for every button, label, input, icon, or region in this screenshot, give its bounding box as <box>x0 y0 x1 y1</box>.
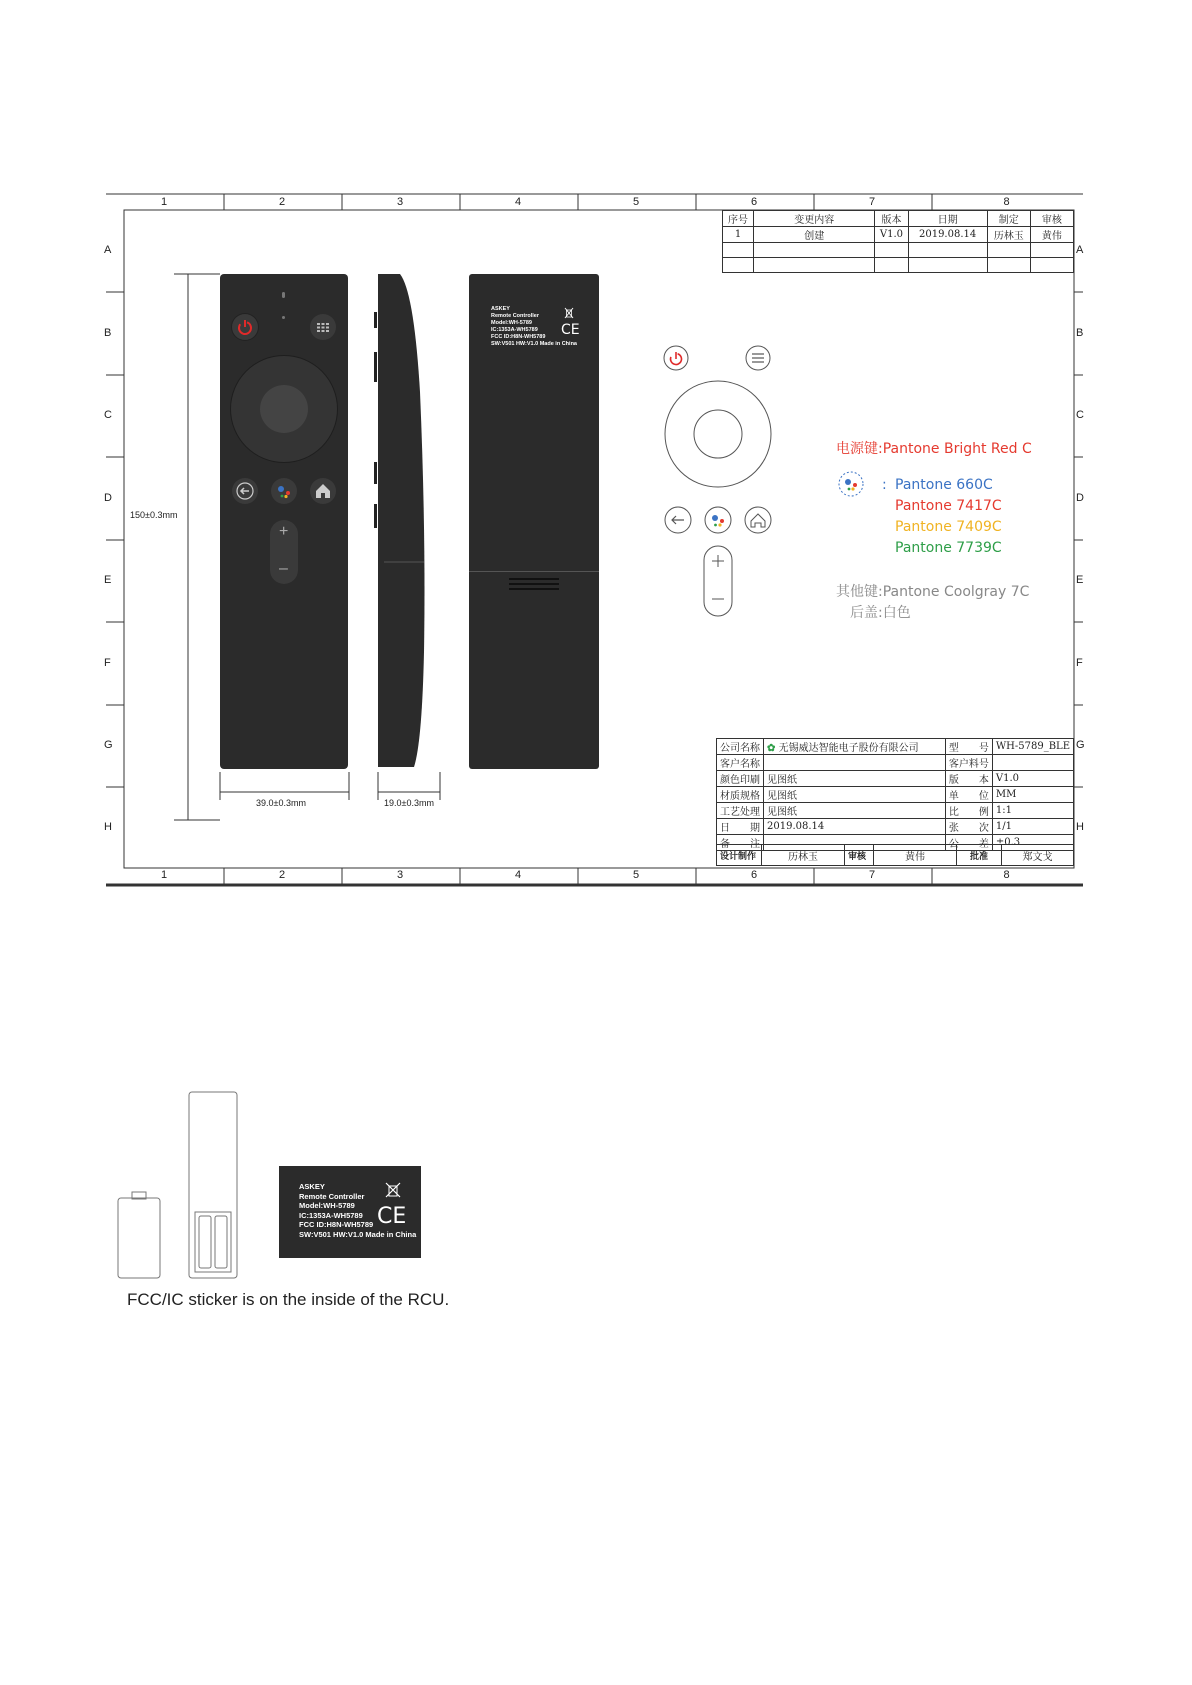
revision-table <box>722 210 1074 273</box>
fcc-ic-sticker <box>279 1166 421 1258</box>
sticker-text: ASKEY Remote Controller Model:WH-5789 IC:1353A-WH5789 FCC ID:H8N-WH5789 SW:V501 HW:V1.0 Made in China <box>299 1182 417 1239</box>
col-label-top: 1 <box>161 196 168 208</box>
row-label-right: H <box>1076 820 1084 833</box>
row-label-left: C <box>104 409 112 421</box>
col-label-bottom: 8 <box>1003 869 1010 881</box>
col-label-bottom: 6 <box>751 869 758 881</box>
material-label: 材质规格 <box>717 787 764 803</box>
back-sticker-text: ASKEY Remote Controller Model:WH-5789 IC:1353A-WH5789 FCC ID:H8N-WH5789 SW:V501 HW:V1.0 Made in China <box>491 306 577 347</box>
sheet-value: 1/1 <box>992 819 1073 835</box>
design-value: 历林玉 <box>762 845 845 866</box>
approve-label: 批准 <box>957 845 1002 866</box>
col-label-top: 8 <box>1003 196 1010 208</box>
row-label-left: G <box>104 739 113 751</box>
rev-cell-date: 2019.08.14 <box>908 227 987 243</box>
rev-header-maker: 制定 <box>987 211 1030 227</box>
color-print-value: 见图纸 <box>764 771 946 787</box>
row-label-left: A <box>104 244 112 256</box>
row-label-right: F <box>1076 656 1083 669</box>
thickness-dimension-label: 19.0±0.3mm <box>384 798 434 808</box>
power-icon <box>669 352 683 366</box>
customer-label: 客户名称 <box>717 755 764 771</box>
assistant-color-0: Pantone 660C <box>895 477 993 493</box>
volume-down-icon: – <box>279 560 288 577</box>
review-label: 审核 <box>845 845 874 866</box>
rev-header-no: 序号 <box>723 211 754 227</box>
assistant-color-3: Pantone 7739C <box>895 540 1002 556</box>
assistant-color-2: Pantone 7409C <box>895 519 1002 535</box>
model-value: WH-5789_BLE <box>992 739 1073 755</box>
design-label: 设计制作 <box>717 845 762 866</box>
rev-header-date: 日期 <box>908 211 987 227</box>
button-layout-lineart <box>646 342 796 622</box>
height-dimension-label: 150±0.3mm <box>130 510 178 520</box>
row-label-right: A <box>1076 244 1084 256</box>
menu-icon <box>752 354 764 362</box>
row-label-right: E <box>1076 574 1084 586</box>
assistant-color-1: Pantone 7417C <box>895 498 1002 514</box>
signoff-row <box>716 844 1074 866</box>
version-value: V1.0 <box>992 771 1073 787</box>
sheet-label: 张 次 <box>945 819 992 835</box>
col-label-top: 2 <box>279 196 286 208</box>
row-label-left: H <box>104 820 112 833</box>
google-assistant-icon <box>712 515 724 527</box>
ce-mark: CE <box>561 322 580 338</box>
home-button <box>310 478 336 504</box>
home-icon <box>310 478 336 504</box>
row-label-left: E <box>104 574 112 586</box>
apps-button <box>310 314 336 340</box>
col-label-bottom: 4 <box>515 869 522 881</box>
col-label-top: 6 <box>751 196 758 208</box>
home-icon <box>751 514 765 527</box>
assistant-sep: : <box>882 477 887 493</box>
note-label: 备 注 <box>717 835 764 851</box>
rev-cell-reviewer: 黄伟 <box>1030 227 1073 243</box>
ce-mark: CE <box>377 1204 407 1229</box>
col-label-bottom: 1 <box>161 869 168 881</box>
col-label-top: 4 <box>515 196 522 208</box>
scale-value: 1:1 <box>992 803 1073 819</box>
remote-side-view <box>374 272 444 772</box>
width-dimension-label: 39.0±0.3mm <box>256 798 306 808</box>
col-label-bottom: 3 <box>397 869 404 881</box>
rev-header-version: 版本 <box>875 211 908 227</box>
indicator-light <box>282 316 285 319</box>
company-value: ✿ 无锡威达智能电子股份有限公司 <box>764 739 946 755</box>
remote-back-view <box>469 274 599 769</box>
version-label: 版 本 <box>945 771 992 787</box>
material-value: 见图纸 <box>764 787 946 803</box>
process-label: 工艺处理 <box>717 803 764 819</box>
process-value: 见图纸 <box>764 803 946 819</box>
microphone-icon <box>282 292 285 298</box>
date-value: 2019.08.14 <box>764 819 946 835</box>
weee-bin-icon <box>563 307 575 319</box>
assistant-button <box>271 478 297 504</box>
rev-header-reviewer: 审核 <box>1030 211 1073 227</box>
rev-header-content: 变更内容 <box>754 211 875 227</box>
weee-bin-icon <box>384 1181 402 1199</box>
approve-value: 郑文戈 <box>1002 845 1074 866</box>
row-label-left: B <box>104 326 112 339</box>
dpad-ring <box>231 356 337 462</box>
row-label-right: G <box>1076 739 1085 751</box>
grid-icon <box>310 314 336 340</box>
rev-cell-content: 创建 <box>754 227 875 243</box>
row-label-right: C <box>1076 409 1084 421</box>
customer-value <box>764 755 946 771</box>
rev-cell-no: 1 <box>723 227 754 243</box>
unit-label: 单 位 <box>945 787 992 803</box>
col-label-top: 7 <box>869 196 876 208</box>
customer-part-label: 客户料号 <box>945 755 992 771</box>
back-cover-note: 后盖:白色 <box>850 605 911 621</box>
tolerance-label: 公 差 <box>945 835 992 851</box>
row-label-left: D <box>104 491 112 504</box>
col-label-top: 3 <box>397 196 404 208</box>
rev-cell-version: V1.0 <box>875 227 908 243</box>
col-label-top: 5 <box>633 196 640 208</box>
model-label: 型 号 <box>945 739 992 755</box>
row-label-right: D <box>1076 491 1084 504</box>
col-label-bottom: 5 <box>633 869 640 881</box>
other-keys-note: 其他键:Pantone Coolgray 7C <box>836 584 1030 600</box>
google-assistant-icon <box>838 471 864 497</box>
fcc-caption: FCC/IC sticker is on the inside of the RCU. <box>127 1290 450 1309</box>
unit-value: MM <box>992 787 1073 803</box>
color-print-label: 颜色印刷 <box>717 771 764 787</box>
back-arrow-icon <box>672 516 684 524</box>
power-color-note: 电源键:Pantone Bright Red C <box>836 441 1032 457</box>
scale-label: 比 例 <box>945 803 992 819</box>
ok-button <box>260 385 308 433</box>
company-label: 公司名称 <box>717 739 764 755</box>
volume-up-icon: + <box>279 523 289 540</box>
back-arrow-icon <box>232 478 258 504</box>
row-label-left: F <box>104 656 111 669</box>
engineering-drawing <box>106 192 1083 887</box>
company-logo: ✿ <box>767 743 776 754</box>
date-label: 日 期 <box>717 819 764 835</box>
customer-part-value <box>992 755 1073 771</box>
remote-front-view <box>220 274 348 769</box>
rev-cell-maker: 历林玉 <box>987 227 1030 243</box>
title-block <box>716 738 1074 851</box>
col-label-bottom: 2 <box>279 869 286 881</box>
power-button <box>232 314 258 340</box>
col-label-bottom: 7 <box>869 869 876 881</box>
tolerance-value: ±0.3 <box>992 835 1073 851</box>
google-assistant-icon <box>271 478 297 504</box>
row-label-right: B <box>1076 326 1084 339</box>
battery-compartment-illustration <box>114 1090 244 1280</box>
review-value: 黄伟 <box>874 845 957 866</box>
back-button <box>232 478 258 504</box>
volume-rocker <box>270 520 298 584</box>
